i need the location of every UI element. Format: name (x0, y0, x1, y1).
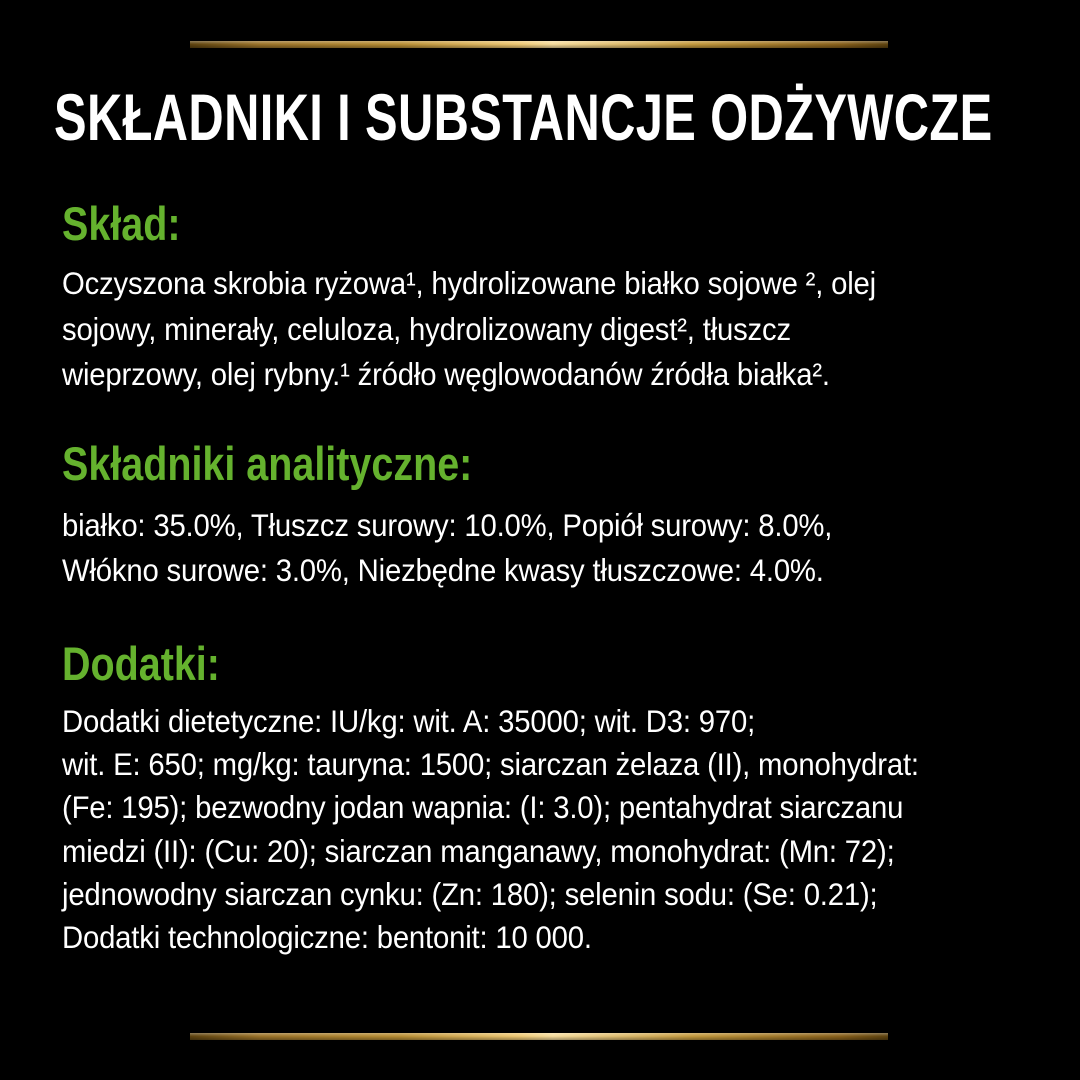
text-line: białko: 35.0%, Tłuszcz surowy: 10.0%, Popiół surowy: 8.0%, (62, 507, 833, 543)
section-heading-skladniki-analityczne: Składniki analityczne: (62, 437, 473, 490)
text-line: (Fe: 195); bezwodny jodan wapnia: (I: 3.0); pentahydrat siarczanu (62, 789, 904, 826)
page-title: SKŁADNIKI I SUBSTANCJE ODŻYWCZE (54, 80, 993, 154)
text-line: sojowy, minerały, celuloza, hydrolizowany digest², tłuszcz (62, 310, 791, 347)
text-line: wieprzowy, olej rybny.¹ źródło węglowodanów źródła białka². (62, 356, 830, 392)
text-line: wit. E: 650; mg/kg: tauryna: 1500; siarczan żelaza (II), monohydrat: (62, 746, 919, 783)
text-line: miedzi (II): (Cu: 20); siarczan manganawy, monohydrat: (Mn: 72); (62, 832, 895, 869)
text-line: Włókno surowe: 3.0%, Niezbędne kwasy tłuszczowe: 4.0%. (62, 552, 824, 588)
gold-divider-bottom (190, 1033, 888, 1040)
text-line: Dodatki dietetyczne: IU/kg: wit. A: 35000; wit. D3: 970; (62, 703, 756, 739)
text-line: Dodatki technologiczne: bentonit: 10 000. (62, 919, 592, 956)
section-heading-sklad: Skład: (62, 197, 181, 250)
section-heading-dodatki: Dodatki: (62, 637, 220, 690)
skladniki-analityczne-text (62, 503, 832, 593)
gold-divider-top (190, 41, 888, 48)
text-line: jednowodny siarczan cynku: (Zn: 180); selenin sodu: (Se: 0.21); (62, 875, 878, 912)
text-line: Oczyszona skrobia ryżowa¹, hydrolizowane białko sojowe ², olej (62, 265, 876, 301)
dodatki-text (62, 700, 919, 959)
sklad-text (62, 261, 876, 398)
